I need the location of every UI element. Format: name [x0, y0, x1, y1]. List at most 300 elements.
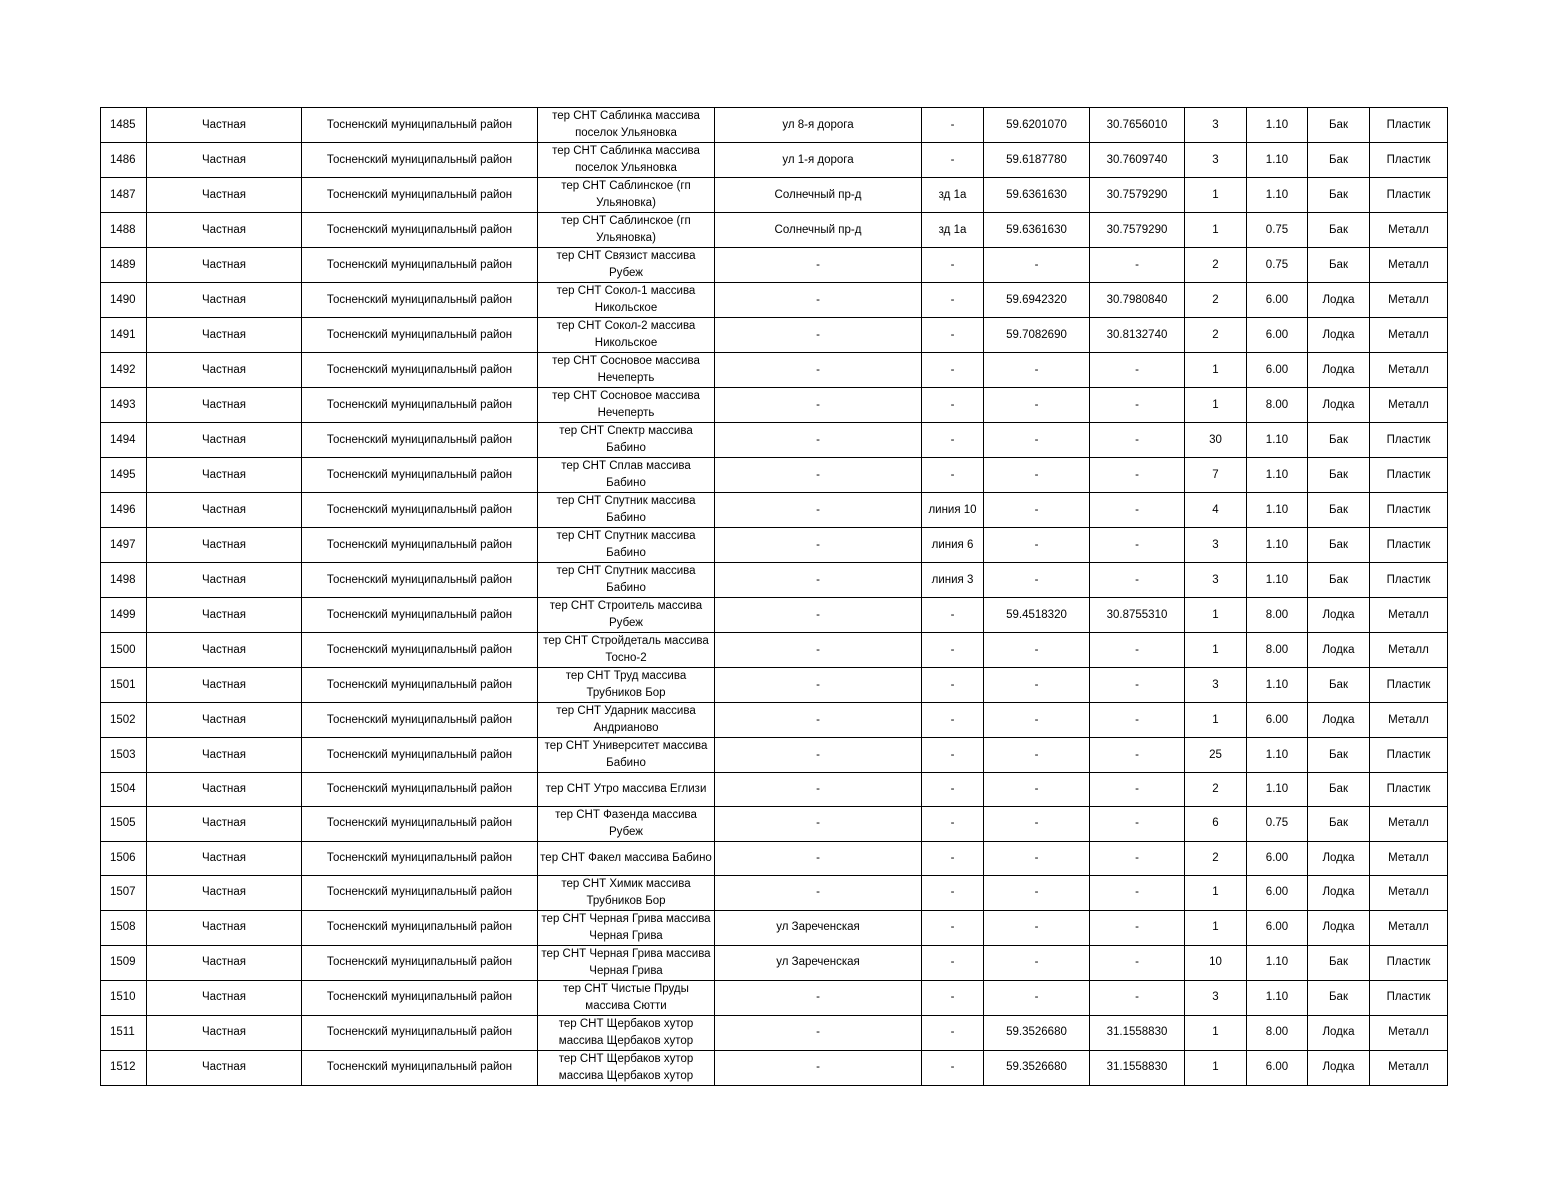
building-cell: - — [922, 773, 984, 807]
district-cell: Тосненский муниципальный район — [302, 703, 538, 738]
table-row — [101, 1050, 1448, 1085]
container-count-cell: 2 — [1185, 283, 1247, 318]
district-cell: Тосненский муниципальный район — [302, 318, 538, 353]
material-cell: Металл — [1370, 875, 1448, 910]
ownership-cell: Частная — [147, 910, 302, 945]
row-number-cell: 1495 — [101, 458, 147, 493]
district-cell: Тосненский муниципальный район — [302, 563, 538, 598]
table-row — [101, 945, 1448, 980]
latitude-cell: - — [984, 980, 1090, 1015]
material-cell: Пластик — [1370, 528, 1448, 563]
territory-cell: тер СНТ Труд массива Трубников Бор — [538, 668, 715, 703]
table-row — [101, 353, 1448, 388]
street-cell: - — [715, 248, 922, 283]
district-cell: Тосненский муниципальный район — [302, 633, 538, 668]
ownership-cell: Частная — [147, 633, 302, 668]
container-count-cell: 7 — [1185, 458, 1247, 493]
ownership-cell: Частная — [147, 248, 302, 283]
street-cell: - — [715, 353, 922, 388]
table-row — [101, 493, 1448, 528]
ownership-cell: Частная — [147, 841, 302, 875]
street-cell: - — [715, 738, 922, 773]
ownership-cell: Частная — [147, 213, 302, 248]
row-number-cell: 1496 — [101, 493, 147, 528]
longitude-cell: 30.7980840 — [1090, 283, 1185, 318]
building-cell: - — [922, 668, 984, 703]
container-type-cell: Бак — [1308, 423, 1370, 458]
row-number-cell: 1506 — [101, 841, 147, 875]
volume-cell: 6.00 — [1247, 841, 1308, 875]
container-count-cell: 3 — [1185, 563, 1247, 598]
street-cell: Солнечный пр-д — [715, 213, 922, 248]
table-row — [101, 910, 1448, 945]
longitude-cell: 31.1558830 — [1090, 1050, 1185, 1085]
longitude-cell: 30.7579290 — [1090, 178, 1185, 213]
territory-cell: тер СНТ Черная Грива массива Черная Грива — [538, 910, 715, 945]
row-number-cell: 1501 — [101, 668, 147, 703]
district-cell: Тосненский муниципальный район — [302, 493, 538, 528]
district-cell: Тосненский муниципальный район — [302, 738, 538, 773]
table-row — [101, 108, 1448, 143]
volume-cell: 1.10 — [1247, 458, 1308, 493]
row-number-cell: 1499 — [101, 598, 147, 633]
container-type-cell: Бак — [1308, 563, 1370, 598]
material-cell: Металл — [1370, 388, 1448, 423]
ownership-cell: Частная — [147, 528, 302, 563]
building-cell: - — [922, 388, 984, 423]
territory-cell: тер СНТ Щербаков хутор массива Щербаков хутор — [538, 1050, 715, 1085]
material-cell: Пластик — [1370, 945, 1448, 980]
district-cell: Тосненский муниципальный район — [302, 598, 538, 633]
row-number-cell: 1512 — [101, 1050, 147, 1085]
material-cell: Пластик — [1370, 563, 1448, 598]
latitude-cell: 59.6361630 — [984, 178, 1090, 213]
building-cell: - — [922, 633, 984, 668]
material-cell: Металл — [1370, 283, 1448, 318]
street-cell: - — [715, 668, 922, 703]
container-count-cell: 2 — [1185, 248, 1247, 283]
table-row — [101, 528, 1448, 563]
territory-cell: тер СНТ Утро массива Еглизи — [538, 773, 715, 807]
latitude-cell: 59.6201070 — [984, 108, 1090, 143]
street-cell: - — [715, 773, 922, 807]
territory-cell: тер СНТ Стройдеталь массива Тосно-2 — [538, 633, 715, 668]
building-cell: зд 1а — [922, 178, 984, 213]
container-type-cell: Лодка — [1308, 910, 1370, 945]
container-type-cell: Бак — [1308, 248, 1370, 283]
container-count-cell: 2 — [1185, 318, 1247, 353]
container-type-cell: Лодка — [1308, 598, 1370, 633]
building-cell: линия 10 — [922, 493, 984, 528]
territory-cell: тер СНТ Химик массива Трубников Бор — [538, 875, 715, 910]
street-cell: - — [715, 528, 922, 563]
latitude-cell: - — [984, 248, 1090, 283]
latitude-cell: - — [984, 945, 1090, 980]
volume-cell: 1.10 — [1247, 668, 1308, 703]
registry-table — [100, 107, 1448, 1086]
street-cell: - — [715, 806, 922, 841]
container-type-cell: Бак — [1308, 493, 1370, 528]
territory-cell: тер СНТ Сплав массива Бабино — [538, 458, 715, 493]
row-number-cell: 1494 — [101, 423, 147, 458]
volume-cell: 1.10 — [1247, 563, 1308, 598]
container-type-cell: Бак — [1308, 980, 1370, 1015]
district-cell: Тосненский муниципальный район — [302, 458, 538, 493]
container-type-cell: Лодка — [1308, 1015, 1370, 1050]
longitude-cell: - — [1090, 980, 1185, 1015]
container-count-cell: 1 — [1185, 353, 1247, 388]
building-cell: - — [922, 980, 984, 1015]
longitude-cell: 30.7656010 — [1090, 108, 1185, 143]
container-count-cell: 1 — [1185, 1015, 1247, 1050]
longitude-cell: - — [1090, 806, 1185, 841]
latitude-cell: 59.6361630 — [984, 213, 1090, 248]
territory-cell: тер СНТ Строитель массива Рубеж — [538, 598, 715, 633]
container-count-cell: 1 — [1185, 1050, 1247, 1085]
row-number-cell: 1488 — [101, 213, 147, 248]
volume-cell: 1.10 — [1247, 108, 1308, 143]
material-cell: Металл — [1370, 1015, 1448, 1050]
ownership-cell: Частная — [147, 703, 302, 738]
table-row — [101, 738, 1448, 773]
container-count-cell: 3 — [1185, 528, 1247, 563]
district-cell: Тосненский муниципальный район — [302, 108, 538, 143]
container-type-cell: Лодка — [1308, 388, 1370, 423]
row-number-cell: 1509 — [101, 945, 147, 980]
material-cell: Металл — [1370, 1050, 1448, 1085]
table-row — [101, 423, 1448, 458]
container-count-cell: 4 — [1185, 493, 1247, 528]
street-cell: - — [715, 388, 922, 423]
building-cell: - — [922, 458, 984, 493]
volume-cell: 1.10 — [1247, 143, 1308, 178]
district-cell: Тосненский муниципальный район — [302, 841, 538, 875]
territory-cell: тер СНТ Фазенда массива Рубеж — [538, 806, 715, 841]
latitude-cell: 59.6942320 — [984, 283, 1090, 318]
territory-cell: тер СНТ Сокол-2 массива Никольское — [538, 318, 715, 353]
row-number-cell: 1507 — [101, 875, 147, 910]
latitude-cell: 59.3526680 — [984, 1015, 1090, 1050]
container-type-cell: Бак — [1308, 668, 1370, 703]
longitude-cell: - — [1090, 668, 1185, 703]
latitude-cell: 59.7082690 — [984, 318, 1090, 353]
latitude-cell: - — [984, 528, 1090, 563]
street-cell: - — [715, 703, 922, 738]
container-count-cell: 3 — [1185, 143, 1247, 178]
longitude-cell: - — [1090, 353, 1185, 388]
table-row — [101, 598, 1448, 633]
ownership-cell: Частная — [147, 353, 302, 388]
table-row — [101, 980, 1448, 1015]
row-number-cell: 1500 — [101, 633, 147, 668]
material-cell: Металл — [1370, 353, 1448, 388]
table-row — [101, 248, 1448, 283]
street-cell: - — [715, 563, 922, 598]
material-cell: Пластик — [1370, 143, 1448, 178]
building-cell: - — [922, 283, 984, 318]
building-cell: - — [922, 143, 984, 178]
street-cell: - — [715, 283, 922, 318]
street-cell: - — [715, 598, 922, 633]
territory-cell: тер СНТ Саблинское (гп Ульяновка) — [538, 213, 715, 248]
volume-cell: 6.00 — [1247, 353, 1308, 388]
volume-cell: 1.10 — [1247, 738, 1308, 773]
table-row — [101, 388, 1448, 423]
row-number-cell: 1511 — [101, 1015, 147, 1050]
district-cell: Тосненский муниципальный район — [302, 875, 538, 910]
volume-cell: 6.00 — [1247, 283, 1308, 318]
longitude-cell: - — [1090, 458, 1185, 493]
latitude-cell: - — [984, 353, 1090, 388]
building-cell: - — [922, 945, 984, 980]
material-cell: Металл — [1370, 318, 1448, 353]
ownership-cell: Частная — [147, 388, 302, 423]
street-cell: - — [715, 1050, 922, 1085]
building-cell: зд 1а — [922, 213, 984, 248]
latitude-cell: - — [984, 910, 1090, 945]
district-cell: Тосненский муниципальный район — [302, 1050, 538, 1085]
ownership-cell: Частная — [147, 875, 302, 910]
longitude-cell: - — [1090, 493, 1185, 528]
ownership-cell: Частная — [147, 1015, 302, 1050]
district-cell: Тосненский муниципальный район — [302, 910, 538, 945]
latitude-cell: - — [984, 875, 1090, 910]
table-row — [101, 563, 1448, 598]
building-cell: - — [922, 423, 984, 458]
territory-cell: тер СНТ Саблинка массива поселок Ульяновка — [538, 143, 715, 178]
row-number-cell: 1502 — [101, 703, 147, 738]
ownership-cell: Частная — [147, 318, 302, 353]
latitude-cell: - — [984, 738, 1090, 773]
latitude-cell: - — [984, 668, 1090, 703]
ownership-cell: Частная — [147, 143, 302, 178]
longitude-cell: - — [1090, 633, 1185, 668]
container-type-cell: Бак — [1308, 806, 1370, 841]
container-count-cell: 1 — [1185, 213, 1247, 248]
volume-cell: 1.10 — [1247, 493, 1308, 528]
district-cell: Тосненский муниципальный район — [302, 423, 538, 458]
container-type-cell: Бак — [1308, 213, 1370, 248]
container-count-cell: 1 — [1185, 388, 1247, 423]
longitude-cell: - — [1090, 875, 1185, 910]
district-cell: Тосненский муниципальный район — [302, 283, 538, 318]
latitude-cell: - — [984, 806, 1090, 841]
ownership-cell: Частная — [147, 493, 302, 528]
district-cell: Тосненский муниципальный район — [302, 668, 538, 703]
district-cell: Тосненский муниципальный район — [302, 213, 538, 248]
container-count-cell: 10 — [1185, 945, 1247, 980]
building-cell: - — [922, 875, 984, 910]
volume-cell: 1.10 — [1247, 773, 1308, 807]
container-count-cell: 1 — [1185, 633, 1247, 668]
ownership-cell: Частная — [147, 980, 302, 1015]
territory-cell: тер СНТ Сокол-1 массива Никольское — [538, 283, 715, 318]
territory-cell: тер СНТ Спутник массива Бабино — [538, 493, 715, 528]
row-number-cell: 1489 — [101, 248, 147, 283]
volume-cell: 6.00 — [1247, 875, 1308, 910]
material-cell: Пластик — [1370, 108, 1448, 143]
container-type-cell: Лодка — [1308, 841, 1370, 875]
row-number-cell: 1492 — [101, 353, 147, 388]
district-cell: Тосненский муниципальный район — [302, 945, 538, 980]
territory-cell: тер СНТ Черная Грива массива Черная Грива — [538, 945, 715, 980]
container-type-cell: Бак — [1308, 738, 1370, 773]
street-cell: - — [715, 1015, 922, 1050]
volume-cell: 0.75 — [1247, 248, 1308, 283]
volume-cell: 8.00 — [1247, 598, 1308, 633]
ownership-cell: Частная — [147, 668, 302, 703]
row-number-cell: 1498 — [101, 563, 147, 598]
building-cell: линия 3 — [922, 563, 984, 598]
street-cell: ул Зареченская — [715, 910, 922, 945]
volume-cell: 0.75 — [1247, 806, 1308, 841]
container-count-cell: 1 — [1185, 875, 1247, 910]
longitude-cell: - — [1090, 248, 1185, 283]
building-cell: - — [922, 1015, 984, 1050]
material-cell: Пластик — [1370, 493, 1448, 528]
volume-cell: 0.75 — [1247, 213, 1308, 248]
volume-cell: 1.10 — [1247, 980, 1308, 1015]
district-cell: Тосненский муниципальный район — [302, 353, 538, 388]
latitude-cell: - — [984, 458, 1090, 493]
district-cell: Тосненский муниципальный район — [302, 388, 538, 423]
material-cell: Пластик — [1370, 773, 1448, 807]
material-cell: Пластик — [1370, 458, 1448, 493]
table-body — [101, 108, 1448, 1086]
district-cell: Тосненский муниципальный район — [302, 143, 538, 178]
street-cell: - — [715, 633, 922, 668]
volume-cell: 6.00 — [1247, 1050, 1308, 1085]
longitude-cell: 30.8132740 — [1090, 318, 1185, 353]
material-cell: Пластик — [1370, 980, 1448, 1015]
street-cell: - — [715, 875, 922, 910]
ownership-cell: Частная — [147, 598, 302, 633]
street-cell: Солнечный пр-д — [715, 178, 922, 213]
latitude-cell: - — [984, 703, 1090, 738]
volume-cell: 6.00 — [1247, 703, 1308, 738]
container-type-cell: Лодка — [1308, 633, 1370, 668]
territory-cell: тер СНТ Ударник массива Андрианово — [538, 703, 715, 738]
ownership-cell: Частная — [147, 178, 302, 213]
street-cell: - — [715, 841, 922, 875]
latitude-cell: 59.6187780 — [984, 143, 1090, 178]
material-cell: Пластик — [1370, 668, 1448, 703]
ownership-cell: Частная — [147, 423, 302, 458]
ownership-cell: Частная — [147, 773, 302, 807]
material-cell: Металл — [1370, 248, 1448, 283]
container-count-cell: 1 — [1185, 910, 1247, 945]
row-number-cell: 1491 — [101, 318, 147, 353]
container-type-cell: Лодка — [1308, 283, 1370, 318]
container-count-cell: 3 — [1185, 108, 1247, 143]
ownership-cell: Частная — [147, 1050, 302, 1085]
container-count-cell: 1 — [1185, 703, 1247, 738]
district-cell: Тосненский муниципальный район — [302, 806, 538, 841]
longitude-cell: - — [1090, 388, 1185, 423]
row-number-cell: 1503 — [101, 738, 147, 773]
material-cell: Металл — [1370, 806, 1448, 841]
street-cell: - — [715, 318, 922, 353]
ownership-cell: Частная — [147, 806, 302, 841]
container-count-cell: 2 — [1185, 841, 1247, 875]
table-row — [101, 633, 1448, 668]
latitude-cell: - — [984, 841, 1090, 875]
territory-cell: тер СНТ Саблинка массива поселок Ульяновка — [538, 108, 715, 143]
latitude-cell: - — [984, 633, 1090, 668]
table-row — [101, 458, 1448, 493]
territory-cell: тер СНТ Спутник массива Бабино — [538, 563, 715, 598]
longitude-cell: 30.8755310 — [1090, 598, 1185, 633]
territory-cell: тер СНТ Спутник массива Бабино — [538, 528, 715, 563]
material-cell: Пластик — [1370, 738, 1448, 773]
territory-cell: тер СНТ Спектр массива Бабино — [538, 423, 715, 458]
table-row — [101, 668, 1448, 703]
building-cell: - — [922, 318, 984, 353]
row-number-cell: 1505 — [101, 806, 147, 841]
building-cell: - — [922, 248, 984, 283]
table-row — [101, 318, 1448, 353]
volume-cell: 1.10 — [1247, 178, 1308, 213]
table-row — [101, 703, 1448, 738]
container-type-cell: Бак — [1308, 945, 1370, 980]
ownership-cell: Частная — [147, 738, 302, 773]
container-count-cell: 25 — [1185, 738, 1247, 773]
row-number-cell: 1487 — [101, 178, 147, 213]
row-number-cell: 1485 — [101, 108, 147, 143]
longitude-cell: - — [1090, 945, 1185, 980]
container-type-cell: Лодка — [1308, 875, 1370, 910]
material-cell: Металл — [1370, 633, 1448, 668]
longitude-cell: 30.7579290 — [1090, 213, 1185, 248]
ownership-cell: Частная — [147, 945, 302, 980]
longitude-cell: - — [1090, 528, 1185, 563]
container-type-cell: Лодка — [1308, 318, 1370, 353]
ownership-cell: Частная — [147, 283, 302, 318]
container-type-cell: Бак — [1308, 178, 1370, 213]
building-cell: линия 6 — [922, 528, 984, 563]
volume-cell: 1.10 — [1247, 423, 1308, 458]
table-row — [101, 1015, 1448, 1050]
latitude-cell: - — [984, 388, 1090, 423]
building-cell: - — [922, 1050, 984, 1085]
volume-cell: 1.10 — [1247, 528, 1308, 563]
building-cell: - — [922, 841, 984, 875]
container-count-cell: 1 — [1185, 598, 1247, 633]
container-type-cell: Бак — [1308, 108, 1370, 143]
row-number-cell: 1497 — [101, 528, 147, 563]
container-type-cell: Лодка — [1308, 703, 1370, 738]
building-cell: - — [922, 598, 984, 633]
latitude-cell: - — [984, 563, 1090, 598]
building-cell: - — [922, 910, 984, 945]
territory-cell: тер СНТ Связист массива Рубеж — [538, 248, 715, 283]
territory-cell: тер СНТ Чистые Пруды массива Сютти — [538, 980, 715, 1015]
ownership-cell: Частная — [147, 458, 302, 493]
building-cell: - — [922, 108, 984, 143]
container-type-cell: Лодка — [1308, 1050, 1370, 1085]
volume-cell: 8.00 — [1247, 633, 1308, 668]
latitude-cell: 59.4518320 — [984, 598, 1090, 633]
row-number-cell: 1490 — [101, 283, 147, 318]
container-type-cell: Бак — [1308, 143, 1370, 178]
latitude-cell: - — [984, 423, 1090, 458]
material-cell: Пластик — [1370, 178, 1448, 213]
street-cell: - — [715, 493, 922, 528]
container-type-cell: Бак — [1308, 773, 1370, 807]
longitude-cell: 30.7609740 — [1090, 143, 1185, 178]
district-cell: Тосненский муниципальный район — [302, 528, 538, 563]
street-cell: - — [715, 423, 922, 458]
